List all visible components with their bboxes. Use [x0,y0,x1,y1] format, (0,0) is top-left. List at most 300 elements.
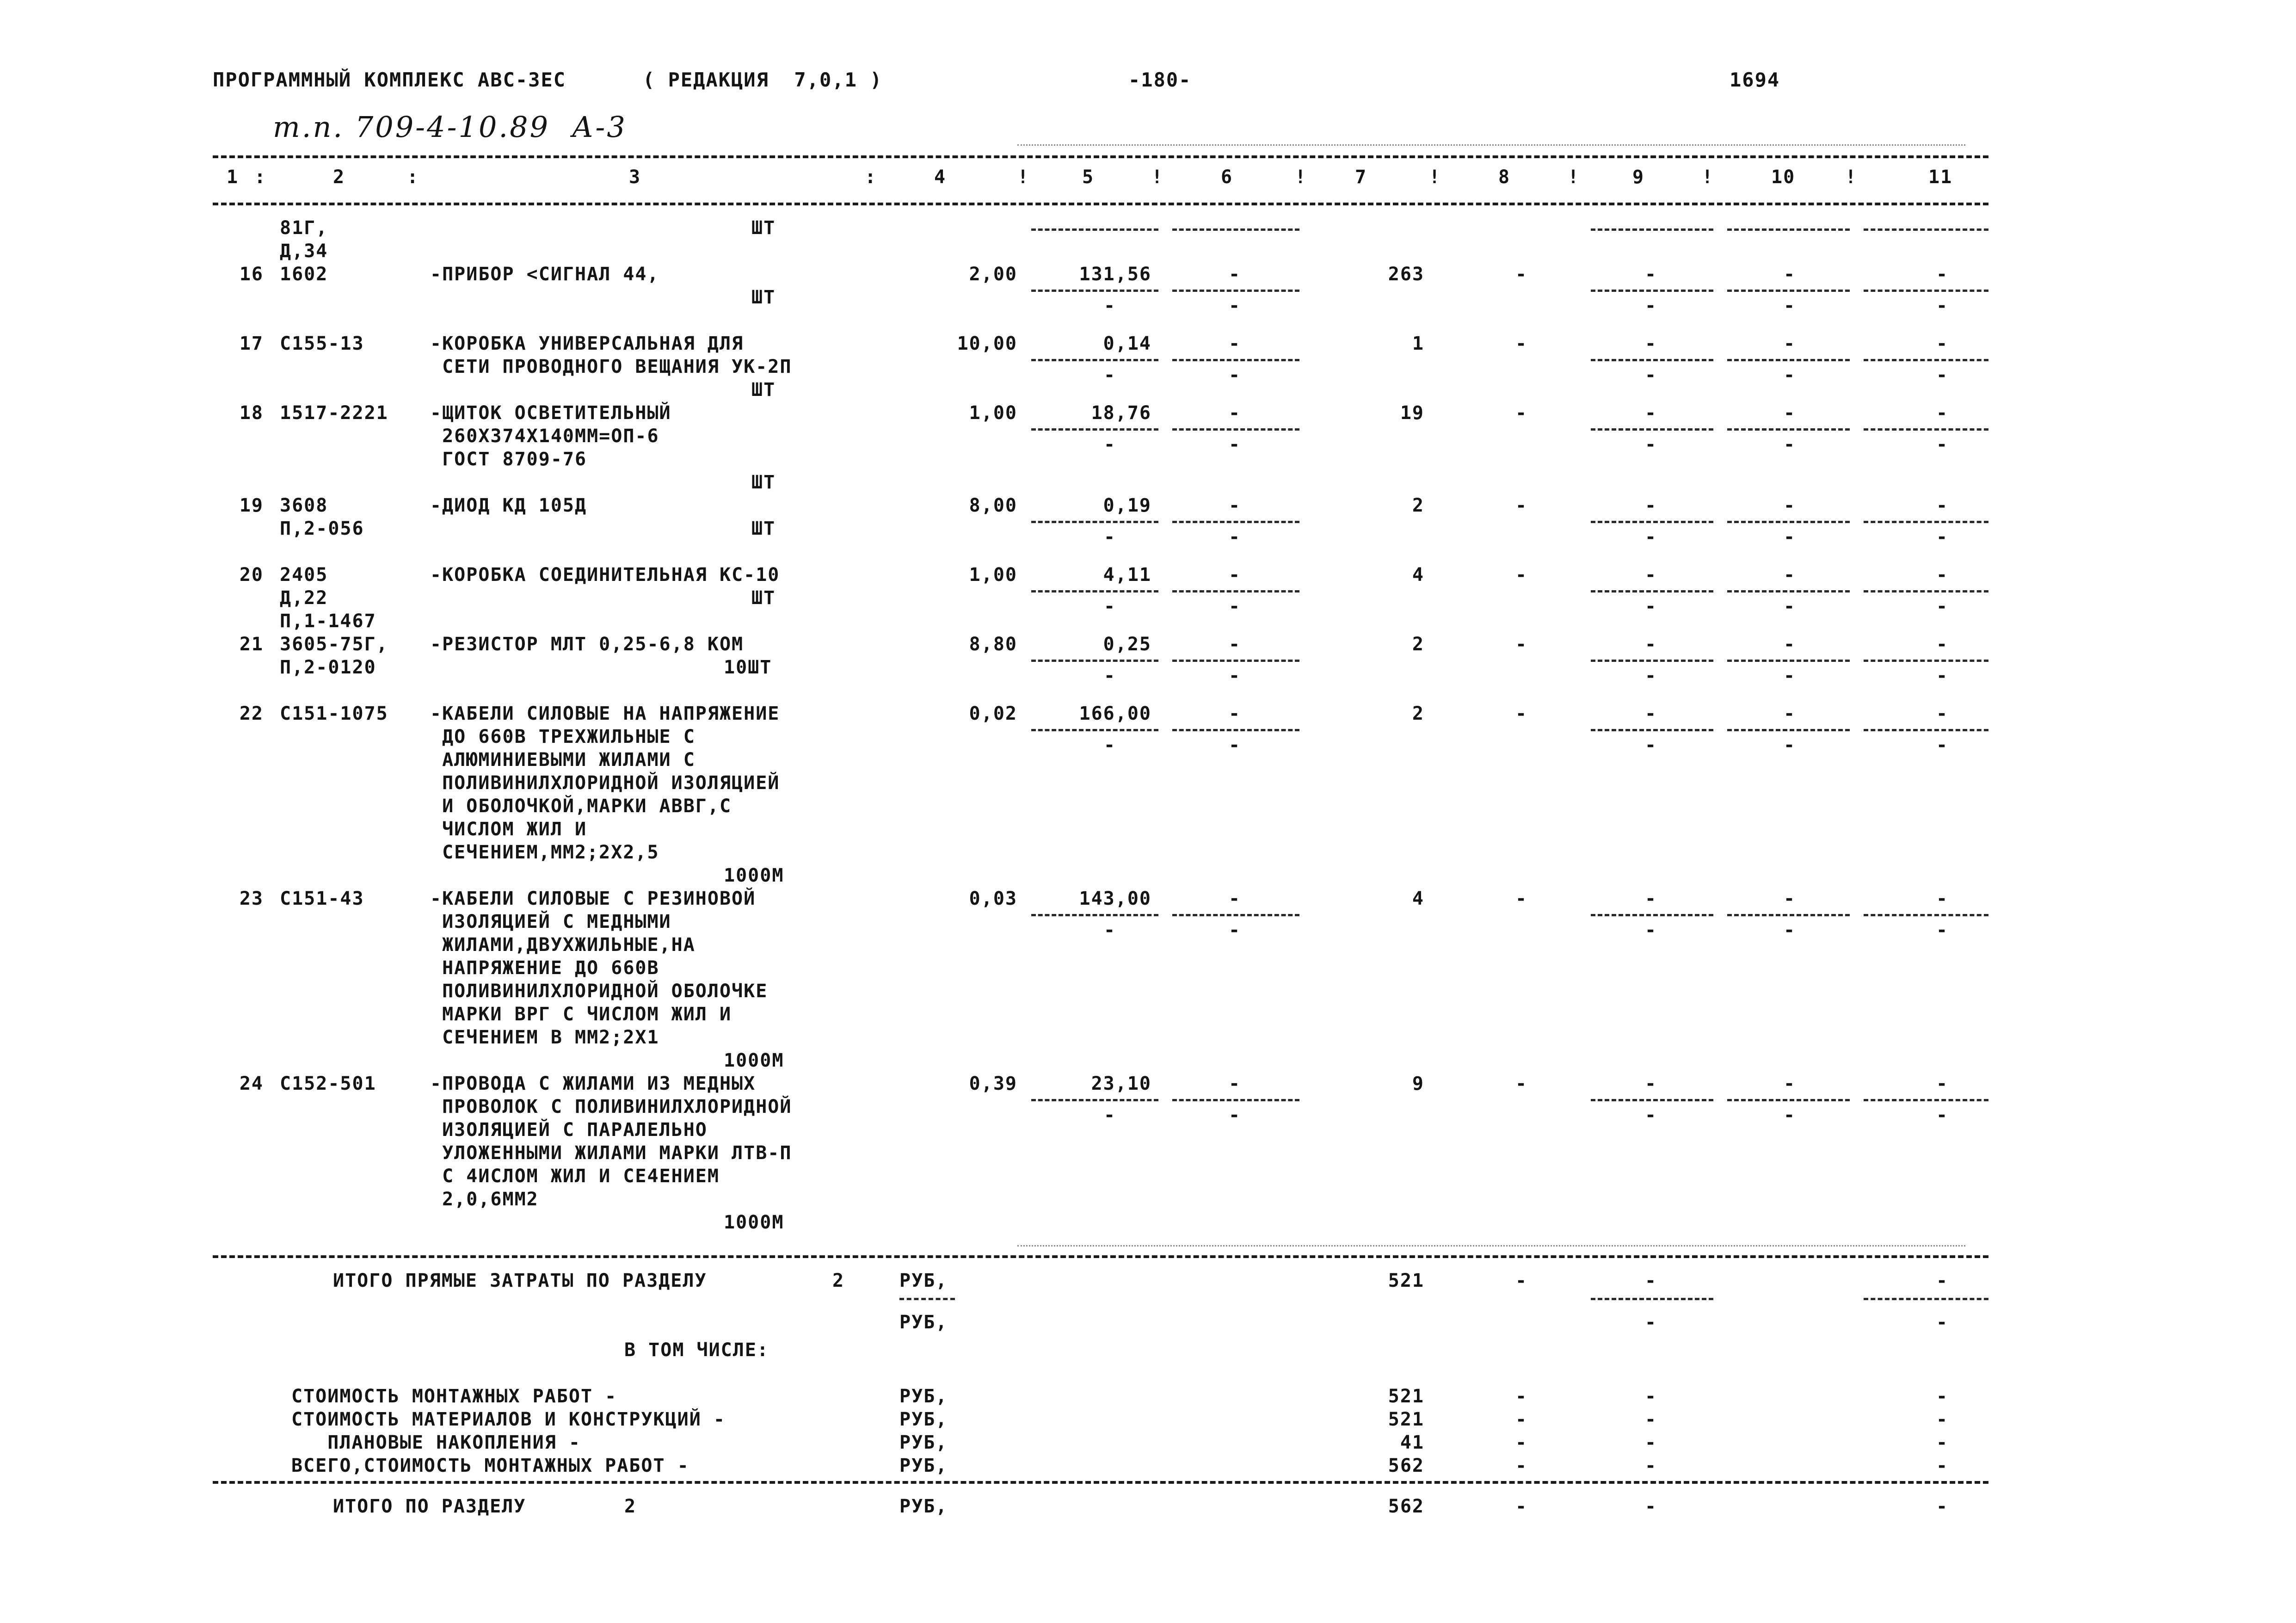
column-header-1: 1 [227,167,239,188]
row-description-line: 2,0,6ММ2 [430,1189,539,1210]
row-sub-rule [1727,428,1850,431]
column-header-11: 11 [1928,167,1953,188]
summary-line-unit: РУБ, [899,1386,948,1407]
column-header-9: 9 [1632,167,1645,188]
row-col7: 9 [1412,1073,1424,1094]
summary-line-col7: 562 [1388,1455,1424,1476]
program-title: ПРОГРАММНЫЙ КОМПЛЕКС АВС-3ЕС [213,68,566,91]
row-second-line-dash: - [1644,526,1657,548]
row-col9: - [1644,888,1657,909]
row-col8: - [1515,1073,1528,1094]
row-number: 20 [239,564,264,586]
row-unit-price: 143,00 [1079,888,1151,909]
row-number: 22 [239,703,264,724]
row-col8: - [1515,264,1528,285]
row-col9: - [1644,564,1657,586]
row-second-line-dash: - [1644,1105,1657,1126]
row-second-line-dash: - [1228,665,1241,686]
row-sub-rule [1864,729,1988,731]
row-sub-rule [1172,290,1299,292]
row-quantity: 0,39 [969,1073,1017,1094]
summary-line-col9: - [1644,1386,1657,1407]
row-description-line: ЖИЛАМИ,ДВУХЖИЛЬНЫЕ,НА [430,934,696,956]
fragment-sub-rule [1591,228,1713,231]
column-header-7: 7 [1355,167,1367,188]
row-sub-rule [1031,660,1158,662]
row-description-line: ГОСТ 8709-76 [430,449,587,470]
direct-costs-sub-rule [1864,1298,1988,1300]
column-header-6: 6 [1221,167,1233,188]
row-col9: - [1644,634,1657,655]
row-second-line-dash: - [1644,665,1657,686]
row-sub-rule [1727,914,1850,916]
row-sub-rule [1591,1099,1713,1101]
summary-line-col9: - [1644,1409,1657,1430]
summary-line-col11: - [1936,1455,1949,1476]
row-unit-price: 18,76 [1091,402,1151,424]
row-col11: - [1936,634,1949,655]
row-sub-rule [1727,290,1850,292]
row-code-line: С155-13 [280,333,364,354]
summary-line-label: ВСЕГО,СТОИМОСТЬ МОНТАЖНЫХ РАБОТ - [291,1455,689,1476]
row-code-line: 3608 [280,495,328,516]
row-unit-price: 166,00 [1079,703,1151,724]
column-separator: : [407,167,419,188]
row-description-line: ЧИСЛОМ ЖИЛ И [430,819,587,840]
row-sub-rule [1172,1099,1299,1101]
summary-line-col11: - [1936,1432,1949,1453]
row-col7: 2 [1412,634,1424,655]
summary-line-col9: - [1644,1455,1657,1476]
row-second-line-dash: - [1103,364,1116,386]
row-col10: - [1783,333,1796,354]
row-description-line: -ПРИБОР <СИГНАЛ 44, [430,264,659,285]
row-sub-rule [1864,590,1988,592]
row-second-line-dash: - [1783,434,1796,455]
row-quantity: 10,00 [957,333,1017,354]
summary-line-label: ПЛАНОВЫЕ НАКОПЛЕНИЯ - [291,1432,581,1453]
row-description-line: НАПРЯЖЕНИЕ ДО 660В [430,957,659,979]
row-second-line-dash: - [1103,434,1116,455]
row-sub-rule [1031,521,1158,523]
row-col6: - [1228,264,1241,285]
row-quantity: 8,00 [969,495,1017,516]
column-header-5: 5 [1082,167,1095,188]
row-second-line-dash: - [1103,919,1116,941]
direct-costs-label: ИТОГО ПРЯМЫЕ ЗАТРАТЫ ПО РАЗДЕЛУ [333,1270,707,1291]
row-second-line-dash: - [1936,919,1949,941]
row-col7: 2 [1412,495,1424,516]
row-sub-rule [1591,428,1713,431]
row-col11: - [1936,703,1949,724]
direct-costs-sub-rule [1591,1298,1713,1300]
row-second-line-dash: - [1103,596,1116,617]
row-col10: - [1783,264,1796,285]
row-number: 21 [239,634,264,655]
row-second-line-dash: - [1936,434,1949,455]
direct-costs-section: 2 [832,1270,845,1291]
row-code-line: С151-43 [280,888,364,909]
row-col6: - [1228,333,1241,354]
summary-line-col8: - [1515,1432,1528,1453]
row-description-line: С 4ИСЛОМ ЖИЛ И СЕ4ЕНИЕМ [430,1166,720,1187]
row-second-line-dash: - [1644,295,1657,316]
row-unit: 10ШТ [724,657,772,678]
row-second-line-dash: - [1783,364,1796,386]
row-col10: - [1783,634,1796,655]
row-code-line: П,2-056 [280,518,364,539]
row-second-line-dash: - [1936,734,1949,756]
row-col11: - [1936,564,1949,586]
row-sub-rule [1864,914,1988,916]
summary-line-col8: - [1515,1409,1528,1430]
row-sub-rule [1172,521,1299,523]
row-code-line: 1517-2221 [280,402,388,424]
row-col11: - [1936,402,1949,424]
row-quantity: 2,00 [969,264,1017,285]
row-second-line-dash: - [1936,526,1949,548]
row-col10: - [1783,703,1796,724]
direct-costs-col8: - [1515,1270,1528,1291]
column-separator: : [865,167,877,188]
row-col11: - [1936,888,1949,909]
row-second-line-dash: - [1644,596,1657,617]
row-col9: - [1644,703,1657,724]
section-total-col9: - [1644,1496,1657,1517]
row-col7: 4 [1412,888,1424,909]
summary-line-unit: РУБ, [899,1409,948,1430]
row-unit-price: 131,56 [1079,264,1151,285]
fragment-code-line: Д,34 [280,241,328,262]
row-col8: - [1515,703,1528,724]
row-second-line-dash: - [1103,734,1116,756]
section-total-label: ИТОГО ПО РАЗДЕЛУ [333,1496,526,1517]
row-second-line-dash: - [1103,1105,1116,1126]
row-code-line: Д,22 [280,587,328,609]
sheet-number: 1694 [1730,68,1780,91]
column-header-2: 2 [333,167,345,188]
row-second-line-dash: - [1228,596,1241,617]
summary-line-col9: - [1644,1432,1657,1453]
row-description-line: МАРКИ ВРГ С ЧИСЛОМ ЖИЛ И [430,1004,732,1025]
header-top-rule [213,155,1988,158]
row-unit: ШТ [751,518,776,539]
row-number: 24 [239,1073,264,1094]
row-second-line-dash: - [1228,295,1241,316]
row-description-line: -КАБЕЛИ СИЛОВЫЕ НА НАПРЯЖЕНИЕ [430,703,780,724]
row-unit-price: 0,19 [1103,495,1151,516]
row-code-line: С151-1075 [280,703,388,724]
row-col9: - [1644,1073,1657,1094]
row-sub-rule [1727,660,1850,662]
row-unit: 1000М [724,865,784,886]
row-unit: ШТ [751,287,776,308]
row-unit-price: 23,10 [1091,1073,1151,1094]
row-col9: - [1644,264,1657,285]
row-code-line: 3605-75Г, [280,634,388,655]
row-col6: - [1228,402,1241,424]
row-number: 16 [239,264,264,285]
row-description-line: -ПРОВОДА С ЖИЛАМИ ИЗ МЕДНЫХ [430,1073,756,1094]
row-second-line-dash: - [1783,596,1796,617]
row-col9: - [1644,495,1657,516]
row-sub-rule [1864,428,1988,431]
direct-costs-col7: 521 [1388,1270,1424,1291]
section-total-section: 2 [624,1496,637,1517]
row-col10: - [1783,1073,1796,1094]
header-dotted-rule [1017,144,1965,146]
row-code-line: 1602 [280,264,328,285]
column-separator: ! [1568,167,1580,188]
direct-costs-col9-second: - [1644,1312,1657,1333]
row-description-line: -РЕЗИСТОР МЛТ 0,25-6,8 КОМ [430,634,744,655]
row-sub-rule [1031,1099,1158,1101]
row-description-line: ИЗОЛЯЦИЕЙ С МЕДНЫМИ [430,911,671,932]
row-second-line-dash: - [1783,665,1796,686]
row-col6: - [1228,703,1241,724]
row-sub-rule [1591,359,1713,361]
including-label: В ТОМ ЧИСЛЕ: [624,1339,769,1361]
row-second-line-dash: - [1644,919,1657,941]
row-sub-rule [1031,359,1158,361]
row-description-line: -КОРОБКА УНИВЕРСАЛЬНАЯ ДЛЯ [430,333,744,354]
row-sub-rule [1591,521,1713,523]
row-second-line-dash: - [1644,734,1657,756]
row-unit-price: 0,25 [1103,634,1151,655]
row-number: 18 [239,402,264,424]
row-sub-rule [1864,290,1988,292]
row-sub-rule [1864,1099,1988,1101]
row-description-line: СЕЧЕНИЕМ,ММ2;2Х2,5 [430,842,659,863]
column-separator: ! [1017,167,1030,188]
row-col7: 19 [1400,402,1424,424]
direct-costs-unit-2: РУБ, [899,1312,948,1333]
summary-line-col7: 521 [1388,1386,1424,1407]
row-sub-rule [1591,290,1713,292]
row-description-line: АЛЮМИНИЕВЫМИ ЖИЛАМИ С [430,749,696,771]
row-second-line-dash: - [1644,434,1657,455]
row-second-line-dash: - [1103,665,1116,686]
summary-dotted-rule [1017,1245,1965,1247]
row-second-line-dash: - [1644,364,1657,386]
section-total-rule [213,1481,1988,1484]
summary-line-unit: РУБ, [899,1455,948,1476]
section-total-col7: 562 [1388,1496,1424,1517]
direct-costs-col11-second: - [1936,1312,1949,1333]
row-sub-rule [1864,660,1988,662]
row-description-line: СЕЧЕНИЕМ В ММ2;2Х1 [430,1027,659,1048]
row-sub-rule [1591,660,1713,662]
row-col7: 263 [1388,264,1424,285]
row-unit-price: 4,11 [1103,564,1151,586]
row-sub-rule [1591,729,1713,731]
row-unit-price: 0,14 [1103,333,1151,354]
row-sub-rule [1172,428,1299,431]
summary-line-col7: 41 [1400,1432,1424,1453]
fragment-sub-rule [1031,228,1158,231]
row-code-line: П,1-1467 [280,611,376,632]
row-sub-rule [1591,914,1713,916]
row-description-line: -КАБЕЛИ СИЛОВЫЕ С РЕЗИНОВОЙ [430,888,756,909]
summary-line-col11: - [1936,1409,1949,1430]
row-second-line-dash: - [1228,434,1241,455]
summary-line-col8: - [1515,1386,1528,1407]
summary-top-rule [213,1255,1988,1258]
row-col10: - [1783,402,1796,424]
row-col11: - [1936,495,1949,516]
column-header-3: 3 [629,167,641,188]
row-col6: - [1228,564,1241,586]
row-description-line: СЕТИ ПРОВОДНОГО ВЕЩАНИЯ УК-2П [430,356,792,377]
row-second-line-dash: - [1936,364,1949,386]
row-sub-rule [1727,1099,1850,1101]
handwritten-reference: т.п. 709-4-10.89 А-3 [273,110,627,144]
fragment-sub-rule [1864,228,1988,231]
row-col9: - [1644,402,1657,424]
row-sub-rule [1172,729,1299,731]
row-col11: - [1936,1073,1949,1094]
row-col8: - [1515,888,1528,909]
row-col8: - [1515,333,1528,354]
column-separator: ! [1295,167,1307,188]
row-description-line: -ЩИТОК ОСВЕТИТЕЛЬНЫЙ [430,402,671,424]
row-col10: - [1783,888,1796,909]
row-description-line: 260Х374Х140ММ=ОП-6 [430,426,659,447]
row-quantity: 8,80 [969,634,1017,655]
row-code-line: П,2-0120 [280,657,376,678]
row-sub-rule [1031,428,1158,431]
page-mark: -180- [1128,68,1192,91]
row-sub-rule [1172,359,1299,361]
row-col11: - [1936,264,1949,285]
row-second-line-dash: - [1783,295,1796,316]
row-col8: - [1515,564,1528,586]
row-col6: - [1228,1073,1241,1094]
row-second-line-dash: - [1103,526,1116,548]
row-col6: - [1228,495,1241,516]
row-col6: - [1228,634,1241,655]
section-total-col11: - [1936,1496,1949,1517]
direct-costs-col11: - [1936,1270,1949,1291]
section-total-unit: РУБ, [899,1496,948,1517]
summary-line-label: СТОИМОСТЬ МАТЕРИАЛОВ И КОНСТРУКЦИЙ - [291,1409,726,1430]
row-sub-rule [1864,359,1988,361]
row-quantity: 0,03 [969,888,1017,909]
row-sub-rule [1864,521,1988,523]
row-quantity: 0,02 [969,703,1017,724]
fragment-code-line: 81Г, [280,217,328,239]
row-second-line-dash: - [1936,295,1949,316]
row-description-line: ИЗОЛЯЦИЕЙ С ПАРАЛЕЛЬНО [430,1119,708,1141]
row-col10: - [1783,564,1796,586]
column-separator: : [254,167,267,188]
row-col9: - [1644,333,1657,354]
column-header-8: 8 [1498,167,1511,188]
row-sub-rule [1727,359,1850,361]
row-unit: ШТ [751,472,776,493]
column-separator: ! [1151,167,1164,188]
row-sub-rule [1031,729,1158,731]
row-sub-rule [1727,590,1850,592]
row-sub-rule [1031,590,1158,592]
row-second-line-dash: - [1228,364,1241,386]
row-col10: - [1783,495,1796,516]
row-description-line: -ДИОД КД 105Д [430,495,587,516]
fragment-sub-rule [1727,228,1850,231]
row-sub-rule [1172,660,1299,662]
column-separator: ! [1702,167,1714,188]
row-sub-rule [1727,521,1850,523]
summary-line-label: СТОИМОСТЬ МОНТАЖНЫХ РАБОТ - [291,1386,617,1407]
row-sub-rule [1031,290,1158,292]
row-sub-rule [1727,729,1850,731]
row-number: 23 [239,888,264,909]
row-col11: - [1936,333,1949,354]
row-number: 17 [239,333,264,354]
row-second-line-dash: - [1783,734,1796,756]
fragment-unit: ШТ [751,217,776,239]
row-description-line: УЛОЖЕННЫМИ ЖИЛАМИ МАРКИ ЛТВ-П [430,1142,792,1164]
row-description-line: И ОБОЛОЧКОЙ,МАРКИ АВВГ,С [430,796,732,817]
direct-costs-sub-rule [899,1298,955,1300]
row-second-line-dash: - [1228,919,1241,941]
row-quantity: 1,00 [969,402,1017,424]
row-second-line-dash: - [1783,1105,1796,1126]
row-second-line-dash: - [1228,526,1241,548]
row-unit: ШТ [751,587,776,609]
row-col7: 1 [1412,333,1424,354]
row-unit: 1000М [724,1050,784,1071]
row-second-line-dash: - [1936,596,1949,617]
row-code-line: 2405 [280,564,328,586]
header-bottom-rule [213,203,1988,205]
row-second-line-dash: - [1936,1105,1949,1126]
summary-line-col7: 521 [1388,1409,1424,1430]
fragment-sub-rule [1172,228,1299,231]
row-description-line: ПОЛИВИНИЛХЛОРИДНОЙ ИЗОЛЯЦИЕЙ [430,772,780,794]
summary-line-unit: РУБ, [899,1432,948,1453]
row-unit: ШТ [751,379,776,401]
direct-costs-unit: РУБ, [899,1270,948,1291]
row-unit: 1000М [724,1212,784,1233]
direct-costs-col9: - [1644,1270,1657,1291]
row-col8: - [1515,402,1528,424]
row-sub-rule [1031,914,1158,916]
row-second-line-dash: - [1228,1105,1241,1126]
section-total-col8: - [1515,1496,1528,1517]
row-quantity: 1,00 [969,564,1017,586]
row-sub-rule [1591,590,1713,592]
edition-label: ( РЕДАКЦИЯ 7,0,1 ) [643,68,883,91]
row-description-line: ПОЛИВИНИЛХЛОРИДНОЙ ОБОЛОЧКЕ [430,981,768,1002]
summary-line-col11: - [1936,1386,1949,1407]
row-second-line-dash: - [1783,526,1796,548]
row-description-line: ПРОВОЛОК С ПОЛИВИНИЛХЛОРИДНОЙ [430,1096,792,1117]
row-second-line-dash: - [1936,665,1949,686]
column-separator: ! [1429,167,1441,188]
column-header-4: 4 [934,167,947,188]
row-sub-rule [1172,590,1299,592]
row-number: 19 [239,495,264,516]
summary-line-col8: - [1515,1455,1528,1476]
row-col8: - [1515,495,1528,516]
row-description-line: ДО 660В ТРЕХЖИЛЬНЫЕ С [430,726,696,747]
row-second-line-dash: - [1228,734,1241,756]
row-col7: 2 [1412,703,1424,724]
row-second-line-dash: - [1103,295,1116,316]
column-header-10: 10 [1771,167,1796,188]
column-separator: ! [1845,167,1858,188]
